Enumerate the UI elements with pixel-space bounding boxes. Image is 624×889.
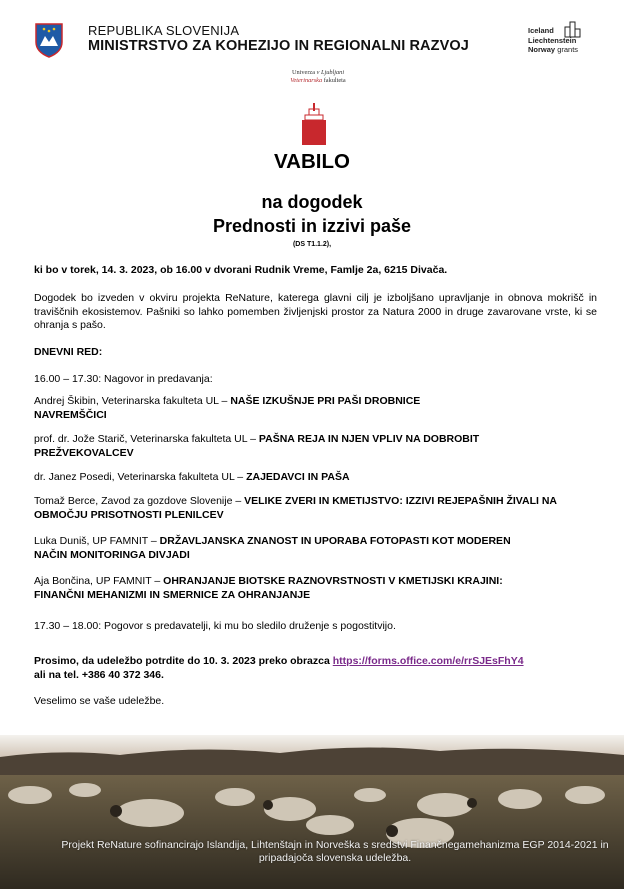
grants-norway: Norway [528,45,556,54]
talk-title: NAŠE IZKUŠNJE PRI PAŠI DROBNICE NAVREMŠČICI [34,395,421,421]
rsvp-paragraph [34,655,597,682]
talk-title: VELIKE ZVERI IN KMETIJSTVO: IZZIVI REJEPAŠNIH ŽIVALI NA OBMOČJU PRISOTNOSTI PLENILCEV [34,495,557,521]
farewell-text: Veselimo se vaše udeležbe. [34,695,165,707]
slovenia-coat-of-arms-icon [34,22,64,58]
university-label [278,69,358,84]
rsvp-form-link[interactable]: https://forms.office.com/e/rrSJEsFhY4 [332,655,524,667]
talk-speaker: prof. dr. Jože Starič, Veterinarska fakulteta UL – [34,433,259,445]
agenda-time: 16.00 – 17.30: Nagovor in predavanja: [34,373,213,385]
subtitle-line2: Prednosti in izzivi paše [212,216,412,236]
veterinary-faculty-logo-icon [302,103,326,145]
agenda-heading: DNEVNI RED: [34,346,103,358]
closing-time: 17.30 – 18.00: Pogovor s predavatelji, ki mu bo sledilo druženje s pogostitvijo. [34,620,396,632]
agenda-item [34,495,564,522]
talk-speaker: dr. Janez Posedi, Veterinarska fakulteta UL – [34,471,247,483]
talk-title: DRŽAVLJANSKA ZNANOST IN UPORABA FOTOPASTI KOT MODEREN NAČIN MONITORINGA DIVJADI [34,535,511,561]
agenda-item [34,395,484,422]
faculty-veterinarska: Veterinarska [290,76,323,84]
university-line2 [278,77,358,85]
talk-speaker: Andrej Škibin, Veterinarska fakulteta UL – [34,395,231,407]
university-ljubljani: Ljubljani [320,69,345,76]
eea-grants-logo [528,26,598,55]
intro-paragraph: Dogodek bo izveden v okviru projekta ReNature, katerega glavni cilj je izboljšano upravljanje in obnova mokrišč in traviščnih ekosistemov. Pašniki so lahko pomemben življenjski prostor za Natura 2000 in druge zavarovane vrste, ki se ohranja s pašo. [34,292,597,331]
rsvp-phone: ali na tel. +386 40 372 346. [34,668,164,681]
funding-footer: Projekt ReNature sofinancirajo Islandija, Lihtenštajn in Norveška s sredstvi Finančnegamehanizma EGP 2014-2021 in pripadajoča slovenska udeležba. [61,839,609,864]
grants-word: grants [557,45,579,54]
talk-title: OHRANJANJE BIOTSKE RAZNOVRSTNOSTI V KMETIJSKI KRAJINI: FINANČNI MEHANIZMI IN SMERNICE ZA OHRANJANJE [34,575,503,601]
talk-speaker: Luka Duniš, UP FAMNIT – [34,535,160,547]
talk-title: PAŠNA REJA IN NJEN VPLIV NA DOBROBIT PREŽVEKOVALCEV [34,433,480,459]
grants-norway-line [528,45,598,55]
university-v: v [316,69,320,76]
rsvp-text: Prosimo, da udeležbo potrdite do 10. 3. 2023 preko obrazca [34,655,333,667]
agenda-item [34,575,514,602]
agenda-item [34,535,524,562]
grants-liechtenstein: Liechtenstein [528,35,577,45]
event-date-line: ki bo v torek, 14. 3. 2023, ob 16.00 v dvorani Rudnik Vreme, Famlje 2a, 6215 Divača. [34,264,448,276]
grants-iceland: Iceland [528,26,554,35]
event-code: (DS T1.1.2), [292,241,332,248]
agenda-item [34,471,597,485]
faculty-word: fakulteta [323,76,346,84]
sheep-pasture-photo [0,735,624,889]
university-word: Univerza [291,69,316,76]
subtitle-line1: na dogodek [261,192,363,212]
talk-speaker: Aja Bončina, UP FAMNIT – [34,575,164,587]
talk-title: ZAJEDAVCI IN PAŠA [246,471,350,483]
talk-speaker: Tomaž Berce, Zavod za gozdove Slovenije – [34,495,245,507]
ministry-republic-label: REPUBLIKA SLOVENIJA [88,23,240,38]
ministry-name: MINISTRSTVO ZA KOHEZIJO IN REGIONALNI RAZVOJ [88,38,469,54]
page-title: VABILO [274,150,350,173]
university-line1 [278,69,358,77]
agenda-item [34,433,514,460]
